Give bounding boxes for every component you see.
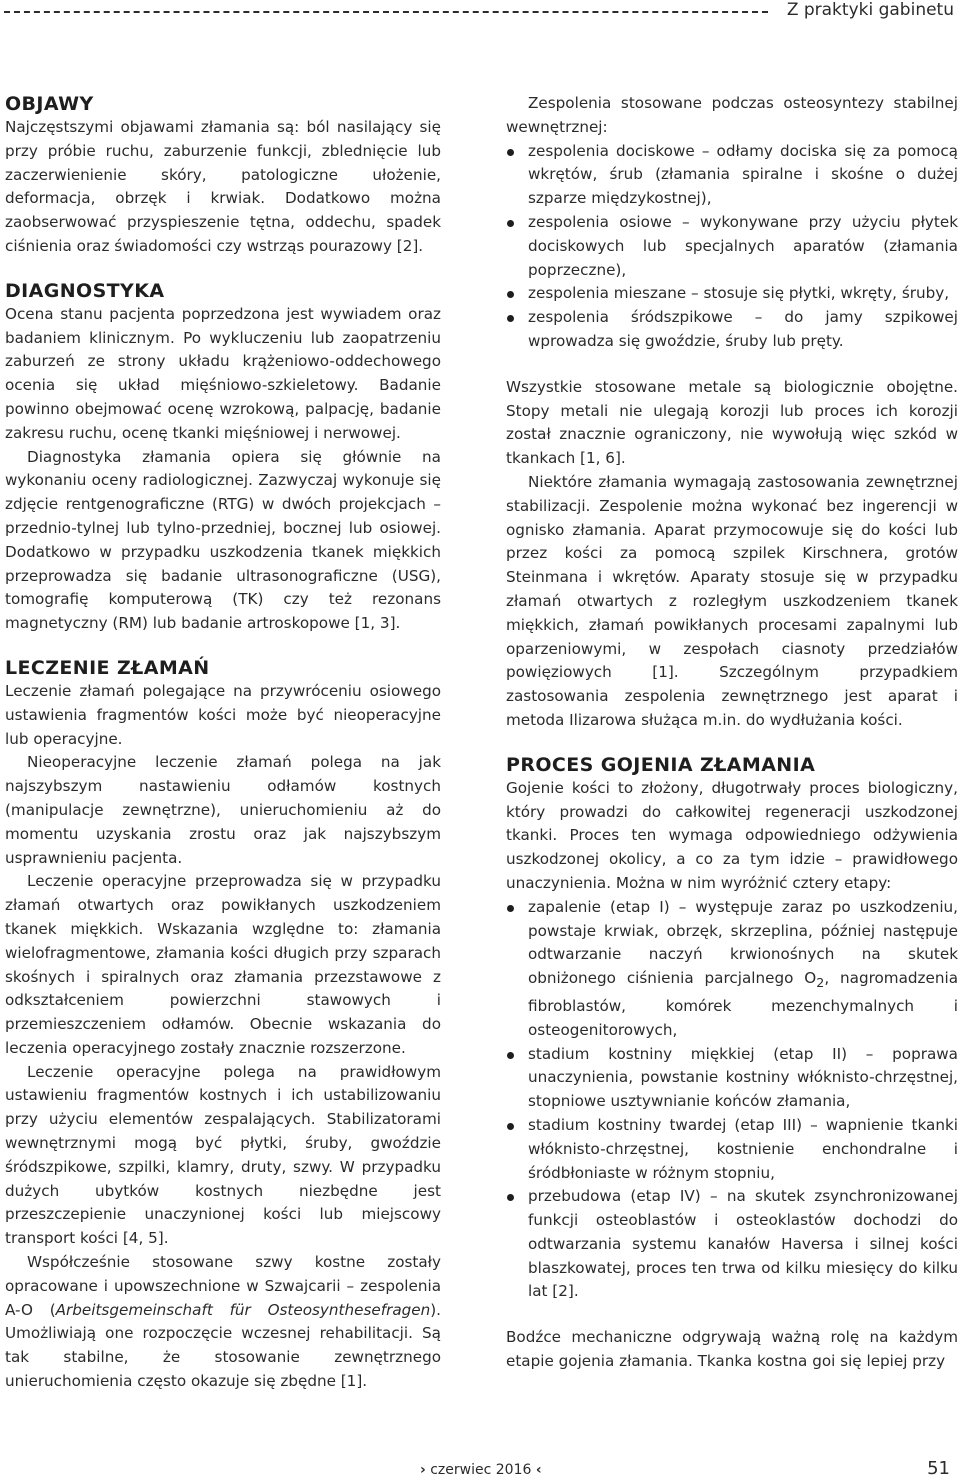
paragraph-bodzce: Bodźce mechaniczne odgrywają ważną rolę na każdym etapie gojenia złamania. Tkanka kostna goi się lepiej przy bbox=[506, 1328, 958, 1371]
page-number: 51 bbox=[927, 1458, 950, 1479]
paragraph-leczenie-5-end: ). Umożliwiają one rozpoczęcie wczesnej rehabilitacji. Są tak stabilne, że stosowanie zewnętrznego unieruchomienia często okazuje się zbędne [1]. bbox=[5, 1300, 442, 1391]
list-item bbox=[506, 896, 958, 1043]
paragraph-leczenie-5 bbox=[5, 1251, 441, 1394]
paragraph-diagnostyka-2: Diagnostyka złamania opiera się głównie na wykonaniu oceny radiologicznej. Zazwyczaj wykonuje się zdjęcie rentgenograficzne (RTG) w dwóch projekcjach – przednio-tylnej lub tylno-przedniej, bocznej lub osiowej. Dodatkowo w przypadku uszkodzenia tkanek miękkich przeprowadza się badanie ultrasonograficzne (USG), tomografię komputerową (TK) czy też rezonans magnetyczny (RM) lub badanie artroskopowe [1, 3]. bbox=[5, 447, 441, 633]
list-item: zespolenia dociskowe – odłamy dociska się za pomocą wkrętów, śrub (złamania spiralne i skośne o dużej szparze międzykostnej), bbox=[506, 140, 958, 211]
list-zespolenia bbox=[506, 140, 958, 354]
list-item: zespolenia mieszane – stosuje się płytki, wkręty, śruby, bbox=[506, 282, 958, 306]
heading-diagnostyka: DIAGNOSTYKA bbox=[5, 279, 165, 302]
right-column bbox=[506, 92, 958, 1374]
ao-full-name: Arbeitsgemeinschaft für Osteosynthesefragen bbox=[55, 1300, 431, 1319]
paragraph-leczenie-1: Leczenie złamań polegające na przywróceniu osiowego ustawienia fragmentów kości może być nieoperacyjne lub operacyjne. bbox=[5, 681, 441, 748]
paragraph-leczenie-4: Leczenie operacyjne polega na prawidłowym ustawieniu fragmentów kostnych i ich ustabilizowaniu przy użyciu elementów zespalających. Stabilizatorami wewnętrznymi mogą być płytki, śruby, gwoździe śródszpikowe, szpilki, klamry, druty, szwy. W przypadku dużych ubytków kostnych niezbędne jest przeszczepienie unaczynionej kości lub miejscowy transport kości [4, 5]. bbox=[5, 1062, 441, 1248]
etap-1-start: zapalenie (etap I) – występuje zaraz po uszkodzeniu, powstaje krwiak, obrzęk, skrzeplina, później następuje odtwarzanie naczyń krwionośnych na skutek obniżonego ciśnienia parcjalnego O bbox=[528, 897, 958, 988]
paragraph-zespolenia-intro: Zespolenia stosowane podczas osteosyntezy stabilnej wewnętrznej: bbox=[506, 94, 958, 136]
list-item: stadium kostniny twardej (etap III) – wapnienie tkanki włóknisto-chrzęstnej, kostnienie enchondralne i śródbłoniaste w różnym stopniu, bbox=[506, 1114, 958, 1185]
heading-proces-gojenia: PROCES GOJENIA ZŁAMANIA bbox=[506, 753, 816, 776]
left-column bbox=[5, 92, 441, 1394]
list-item: zespolenia osiowe – wykonywane przy użyciu płytek dociskowych lub specjalnych aparatów (złamania poprzeczne), bbox=[506, 211, 958, 282]
paragraph-diagnostyka-1: Ocena stanu pacjenta poprzedzona jest wywiadem oraz badaniem klinicznym. Po wykluczeniu lub zaopatrzeniu zaburzeń ze strony układu krążeniowo-oddechowego ocenia się układ mięśniowo-szkieletowy. Badanie powinno obejmować ocenę wzrokową, palpację, badanie zakresu ruchu, ocenę tkanki mięśniowej i nerwowej. bbox=[5, 304, 441, 442]
paragraph-metale: Wszystkie stosowane metale są biologicznie obojętne. Stopy metali nie ulegają korozji lub proces ich korozji został znacznie ograniczony, nie wywołują więc szkód w tkankach [1, 6]. bbox=[506, 377, 958, 468]
paragraph-proces-gojenia: Gojenie kości to złożony, długotrwały proces biologiczny, który prowadzi do całkowitej regeneracji uszkodzonej tkanki. Proces ten wymaga odpowiedniego odżywienia uszkodzonej okolicy, a co za tym idzie – prawidłowego unaczynienia. Można w nim wyróżnić cztery etapy: bbox=[506, 778, 958, 892]
list-item: stadium kostniny miękkiej (etap II) – poprawa unaczynienia, powstanie kostniny włóknisto-chrzęstnej, stopniowe usztywnianie końców złamania, bbox=[506, 1043, 958, 1114]
paragraph-stabilizacja-zewnetrzna: Niektóre złamania wymagają zastosowania zewnętrznej stabilizacji. Zespolenie można wykonać bez ingerencji w ognisko złamania. Aparat przymocowuje się do kości lub przez kości za pomocą szpilek Kirschnera, grotów Steinmana i wkrętów. Aparaty stosuje się w przypadku złamań otwartych z rozległym uszkodzeniem tkanek miękkich, złamań powikłanych procesami zapalnymi lub oparzeniowymi, w zespołach ciasnoty przedziałów powięziowych [1]. Szczególnym przypadkiem zastosowania zespolenia zewnętrznego jest aparat i metoda Ilizarowa służąca m.in. do wydłużania kości. bbox=[506, 472, 958, 729]
footer-issue bbox=[420, 1462, 542, 1478]
etap-1-subscript: 2 bbox=[816, 975, 825, 991]
etap-1-end: , nagromadzenia fibroblastów, komórek mezenchymalnych i osteogenitorowych, bbox=[528, 969, 959, 1039]
paragraph-objawy: Najczęstszymi objawami złamania są: ból nasilający się przy próbie ruchu, zaburzenie funkcji, zblednięcie lub zaczerwienienie skóry, patologiczne ułożenie, deformacja, obrzęk i krwiak. Dodatkowo można zaobserwować przyspieszenie tętna, oddechu, spadek ciśnienia oraz świadomości czy wstrząs pourazowy [2]. bbox=[5, 118, 441, 255]
list-item: zespolenia śródszpikowe – do jamy szpikowej wprowadza się gwoździe, śruby lub pręty. bbox=[506, 306, 958, 354]
section-label: Z praktyki gabinetu bbox=[786, 0, 954, 20]
paragraph-leczenie-2: Nieoperacyjne leczenie złamań polega na jak najszybszym nastawieniu odłamów kostnych (manipulacje zewnętrzne), unieruchomieniu aż do momentu uzyskania zrostu oraz jak najszybszym usprawnieniu pacjenta. bbox=[5, 753, 441, 867]
list-item: przebudowa (etap IV) – na skutek zsynchronizowanej funkcji osteoblastów i osteoklastów dochodzi do odtwarzania systemu kanałów Haversa i silnej kości blaszkowatej, proces ten trwa od kilku miesięcy do kilku lat [2]. bbox=[506, 1185, 958, 1304]
issue-date: czerwiec 2016 bbox=[430, 1462, 532, 1478]
heading-leczenie: LECZENIE ZŁAMAŃ bbox=[5, 656, 210, 679]
paragraph-leczenie-5-start: Współcześnie stosowane szwy kostne zostały opracowane i upowszechnione w Szwajcarii – zespolenia A-O ( bbox=[5, 1253, 441, 1319]
chevron-left-icon: ‹ bbox=[535, 1462, 542, 1478]
chevron-right-icon: › bbox=[420, 1462, 426, 1478]
list-etapy bbox=[506, 896, 958, 1305]
header-dashed-rule bbox=[4, 11, 768, 13]
heading-objawy: OBJAWY bbox=[5, 93, 94, 115]
paragraph-leczenie-3: Leczenie operacyjne przeprowadza się w przypadku złamań otwartych oraz powikłanych uszkodzeniem tkanek miękkich. Wskazania względne to: złamania wielofragmentowe, złamania kości długich przy szparach skośnych i spiralnych oraz złamania przezstawowe z odkształceniem powierzchni stawowych i przemieszczeniem odłamów. Obecnie wskazania do leczenia operacyjnego zostały znacznie rozszerzone. bbox=[5, 872, 441, 1057]
